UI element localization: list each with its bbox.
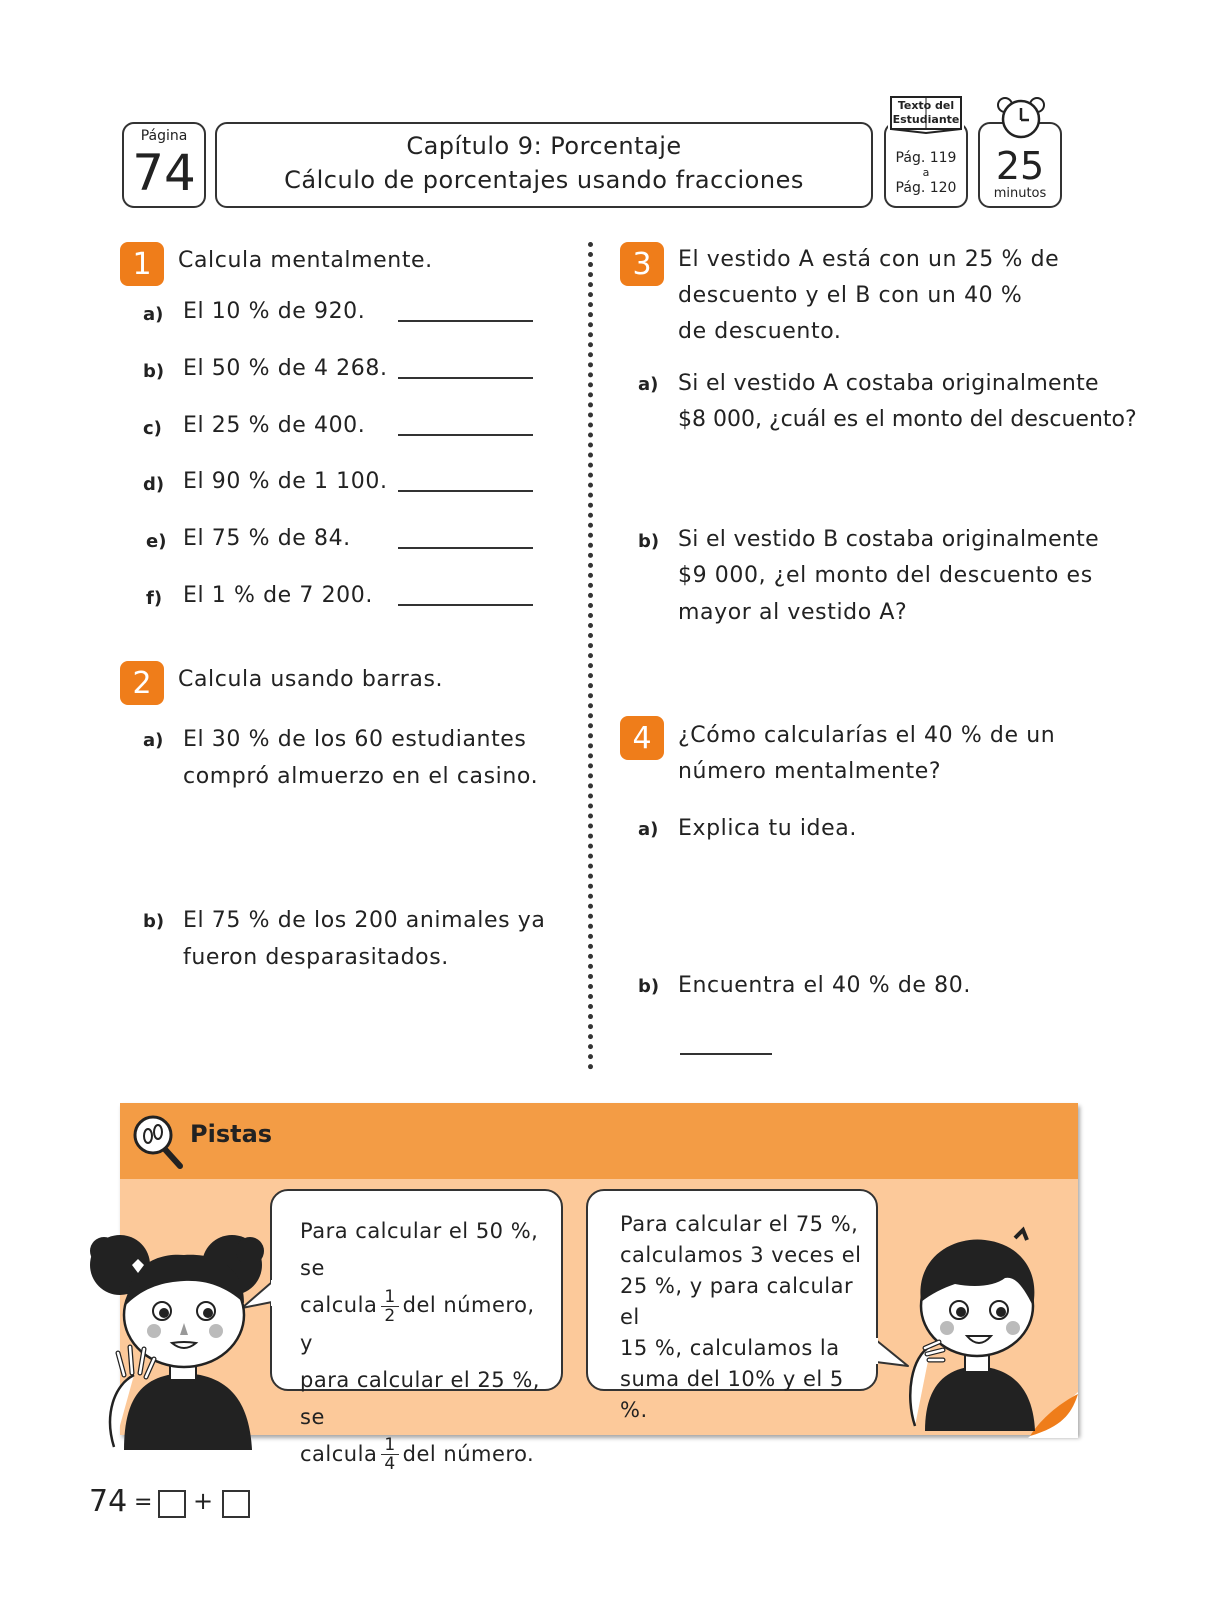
girl-illustration [84,1225,269,1455]
q2-b-line1: El 75 % de los 200 animales ya [183,908,546,933]
q1-title: Calcula mentalmente. [178,248,433,273]
q2-title: Calcula usando barras. [178,667,444,692]
book-icon [888,95,964,135]
q3-a-line2: $8 000, ¿cuál es el monto del descuento? [678,407,1137,432]
q3-line2: descuento y el B con un 40 % [678,283,1023,308]
q2-a-label: a) [143,730,164,751]
q1-e-answer-line[interactable] [398,547,533,549]
fraction-numerator: 1 [381,1288,398,1307]
fraction-numerator: 1 [381,1436,398,1455]
column-divider [588,242,593,1070]
hint-right-line5: suma del 10% y el 5 %. [620,1367,844,1422]
q1-d-text: El 90 % de 1 100. [183,469,388,494]
q3-b-line2: $9 000, ¿el monto del descuento es [678,563,1093,588]
chapter-title: Capítulo 9: Porcentaje [406,132,682,160]
q2-b-line2: fueron desparasitados. [183,945,449,970]
pag-from: Pág. 119 [895,150,957,166]
q1-a-text: El 10 % de 920. [183,299,366,324]
fraction-denominator: 2 [384,1305,396,1326]
q2-number-badge: 2 [120,661,164,705]
q1-e-label: e) [146,531,167,552]
q2-a-line2: compró almuerzo en el casino. [183,764,539,789]
q4-a-label: a) [638,819,659,840]
q1-number-badge: 1 [120,242,164,286]
q1-a-label: a) [143,304,164,325]
page-number-box [122,122,206,208]
q1-d-label: d) [143,474,165,495]
q3-b-line3: mayor al vestido A? [678,600,908,625]
q3-b-label: b) [638,531,660,552]
q3-line1: El vestido A está con un 25 % de [678,247,1060,272]
chapter-title-box [215,122,873,208]
hint-right-line2: calculamos 3 veces el [620,1243,862,1267]
alarm-clock-icon [995,95,1047,141]
boy-illustration [895,1226,1045,1436]
hint-left-calcula-1: calcula [300,1293,378,1317]
hint-left-line2 [300,1287,541,1362]
q1-f-label: f) [146,588,163,609]
q1-b-answer-line[interactable] [398,377,533,379]
hints-title: Pistas [190,1120,273,1148]
magnifier-footprints-icon [132,1114,184,1170]
q3-a-label: a) [638,374,659,395]
hint-left-line4 [300,1436,541,1474]
q4-b-label: b) [638,976,660,997]
q1-c-answer-line[interactable] [398,434,533,436]
hint-bubble-left [270,1189,563,1474]
texto-title-1: Texto del [897,99,955,112]
hint-left-line2-rest: del número, y [300,1293,535,1355]
q1-c-text: El 25 % de 400. [183,413,366,438]
fraction-one-half [381,1288,398,1325]
hint-right-line4: 15 %, calculamos la [620,1336,840,1360]
q4-line2: número mentalmente? [678,759,942,784]
pag-a: a [922,166,930,179]
q3-line3: de descuento. [678,319,842,344]
q1-f-text: El 1 % de 7 200. [183,583,373,608]
hint-left-line3: para calcular el 25 %, se [300,1367,540,1429]
q1-a-answer-line[interactable] [398,320,533,322]
minutes-value: 25 [995,144,1045,188]
q3-b-line1: Si el vestido B costaba originalmente [678,527,1099,552]
lesson-title: Cálculo de porcentajes usando fracciones [284,166,804,194]
q2-a-line1: El 30 % de los 60 estudiantes [183,727,527,752]
q1-b-label: b) [143,361,165,382]
hint-bubble-right [586,1189,878,1422]
q4-number-badge: 4 [620,716,664,760]
hint-left-line1: Para calcular el 50 %, se [300,1219,539,1280]
q4-line1: ¿Cómo calcularías el 40 % de un [678,723,1056,748]
hint-right-line1: Para calcular el 75 %, [620,1212,859,1236]
q1-c-label: c) [143,418,162,439]
footer-plus: + [193,1487,214,1515]
texto-title-2: Estudiante [892,113,960,126]
fraction-one-quarter [381,1436,398,1473]
footer-box-2 [222,1490,250,1518]
q1-f-answer-line[interactable] [398,604,533,606]
q3-number-badge: 3 [620,242,664,286]
page-label: Página [140,128,188,144]
q2-b-label: b) [143,911,165,932]
q1-e-text: El 75 % de 84. [183,526,351,551]
fraction-denominator: 4 [384,1454,396,1474]
q3-a-line1: Si el vestido A costaba originalmente [678,371,1099,396]
minutes-label: minutos [993,186,1047,201]
page-number: 74 [132,144,196,202]
hint-left-calcula-2: calcula [300,1441,378,1466]
hint-right-line3: 25 %, y para calcular el [620,1274,854,1329]
q4-b-text: Encuentra el 40 % de 80. [678,973,971,998]
hint-left-line4-rest: del número. [402,1441,535,1466]
pag-to: Pág. 120 [895,180,957,196]
q1-d-answer-line[interactable] [398,490,533,492]
footer-equals: = [134,1490,153,1515]
footer-page-number: 74 [89,1484,128,1519]
q4-a-text: Explica tu idea. [678,816,857,841]
q4-b-answer-line[interactable] [680,1053,772,1055]
q1-b-text: El 50 % de 4 268. [183,356,388,381]
footer-box-1 [158,1490,186,1518]
